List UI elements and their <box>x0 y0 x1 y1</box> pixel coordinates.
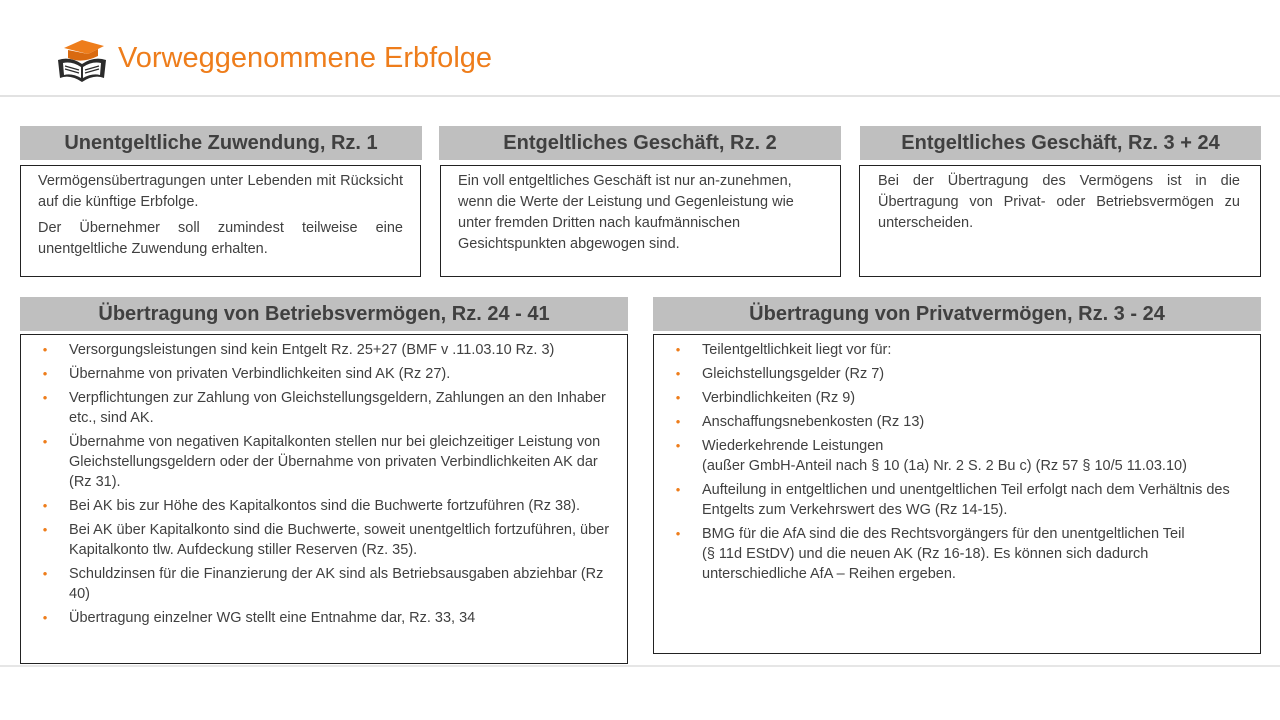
list-item <box>38 388 615 428</box>
panel-heading-entgeltlich-rz2: Entgeltliches Geschäft, Rz. 2 <box>439 126 841 160</box>
panel-heading-entgeltlich-rz3: Entgeltliches Geschäft, Rz. 3 + 24 <box>860 126 1261 160</box>
list-item-text: Anschaffungsnebenkosten (Rz 13) <box>702 414 925 430</box>
page-title: Vorweggenommene Erbfolge <box>118 42 493 74</box>
bullet-dot: • <box>42 342 48 357</box>
list-item-text: Übernahme von negativen Kapitalkonten stellen nur bei gleichzeitiger Leistung von Gleichstellungsgeldern oder der Übernahme von privaten Verbindlichkeiten AK dar (Rz 31). <box>69 434 601 490</box>
bullet-dot: • <box>675 482 681 497</box>
list-item <box>38 564 615 604</box>
list-item-text: Übertragung einzelner WG stellt eine Entnahme dar, Rz. 33, 34 <box>69 610 476 626</box>
list-item <box>38 432 615 492</box>
list-item-text: Bei AK über Kapitalkonto sind die Buchwerte, soweit unentgeltlich fortzuführen, über Kapitalkonto tlw. Aufdeckung stiller Reserven (Rz. 35). <box>69 522 610 558</box>
list-item <box>38 340 615 360</box>
bullet-dot: • <box>675 526 681 541</box>
panel-body-unentgeltlich <box>20 165 421 277</box>
footer-divider <box>0 665 1280 667</box>
list-item-text: Wiederkehrende Leistungen (außer GmbH-Anteil nach § 10 (1a) Nr. 2 S. 2 Bu c) (Rz 57 § 10/5 11.03.10) <box>702 438 1187 474</box>
list-item <box>671 524 1248 584</box>
panel-body-betriebsvermoegen <box>20 334 628 664</box>
list-item <box>671 364 1248 384</box>
list-item <box>38 608 615 628</box>
list-item-text: Aufteilung in entgeltlichen und unentgeltlichen Teil erfolgt nach dem Verhältnis des Entgelts zum Verkehrswert des WG (Rz 14-15). <box>702 482 1230 518</box>
panel-body-entgeltlich-rz3 <box>859 165 1261 277</box>
bullet-dot: • <box>675 414 681 429</box>
panel-paragraph: Ein voll entgeltliches Geschäft ist nur an-zunehmen, wenn die Werte der Leistung und Gegenleistung wie unter fremden Dritten nach kaufmännischen Gesichtspunkten abgewogen sind. <box>458 173 794 252</box>
bullet-dot: • <box>42 566 48 581</box>
panel-body-entgeltlich-rz2 <box>440 165 841 277</box>
slide-header <box>0 0 1280 96</box>
list-item-text: Verbindlichkeiten (Rz 9) <box>702 390 856 406</box>
bullet-dot: • <box>675 438 681 453</box>
list-item <box>671 388 1248 408</box>
list-item <box>671 340 1248 360</box>
bullet-dot: • <box>42 498 48 513</box>
bullet-dot: • <box>675 390 681 405</box>
bullet-dot: • <box>675 342 681 357</box>
list-item-text: Bei AK bis zur Höhe des Kapitalkontos sind die Buchwerte fortzuführen (Rz 38). <box>69 498 580 514</box>
bullet-list-betriebsvermoegen <box>38 340 615 628</box>
list-item <box>38 364 615 384</box>
bullet-dot: • <box>42 522 48 537</box>
bullet-dot: • <box>42 610 48 625</box>
list-item-text: Gleichstellungsgelder (Rz 7) <box>702 366 885 382</box>
list-item-text: Übernahme von privaten Verbindlichkeiten sind AK (Rz 27). <box>69 366 451 382</box>
bullet-dot: • <box>42 390 48 405</box>
bullet-dot: • <box>42 366 48 381</box>
list-item <box>38 520 615 560</box>
header-divider <box>0 95 1280 97</box>
list-item-text: Schuldzinsen für die Finanzierung der AK sind als Betriebsausgaben abziehbar (Rz 40) <box>69 566 604 602</box>
panel-heading-unentgeltlich: Unentgeltliche Zuwendung, Rz. 1 <box>20 126 422 160</box>
list-item-text: Verpflichtungen zur Zahlung von Gleichstellungsgeldern, Zahlungen an den Inhaber etc., sind AK. <box>69 390 606 426</box>
bullet-dot: • <box>675 366 681 381</box>
list-item-text: Teilentgeltlichkeit liegt vor für: <box>702 342 892 358</box>
list-item-text: Versorgungsleistungen sind kein Entgelt Rz. 25+27 (BMF v .11.03.10 Rz. 3) <box>69 342 555 358</box>
panel-paragraph: Bei der Übertragung des Vermögens ist in die Übertragung von Privat- oder Betriebsvermögen zu unterscheiden. <box>878 173 1240 231</box>
panel-paragraph: Der Übernehmer soll zumindest teilweise eine unentgeltliche Zuwendung erhalten. <box>38 220 403 257</box>
panel-heading-betriebsvermoegen: Übertragung von Betriebsvermögen, Rz. 24 - 41 <box>20 297 628 331</box>
list-item <box>671 436 1248 476</box>
list-item <box>671 412 1248 432</box>
panel-body-privatvermoegen <box>653 334 1261 654</box>
list-item <box>38 496 615 516</box>
panel-paragraph: Vermögensübertragungen unter Lebenden mit Rücksicht auf die künftige Erbfolge. <box>38 173 403 210</box>
graduation-cap-book-icon <box>54 38 110 86</box>
panel-heading-privatvermoegen: Übertragung von Privatvermögen, Rz. 3 - 24 <box>653 297 1261 331</box>
list-item <box>671 480 1248 520</box>
bullet-list-privatvermoegen <box>671 340 1248 584</box>
bullet-dot: • <box>42 434 48 449</box>
list-item-text: BMG für die AfA sind die des Rechtsvorgängers für den unentgeltlichen Teil (§ 11d EStDV) und die neuen AK (Rz 16-18). Es können sich dadurch unterschiedliche AfA – Reihen ergeben. <box>702 526 1185 582</box>
